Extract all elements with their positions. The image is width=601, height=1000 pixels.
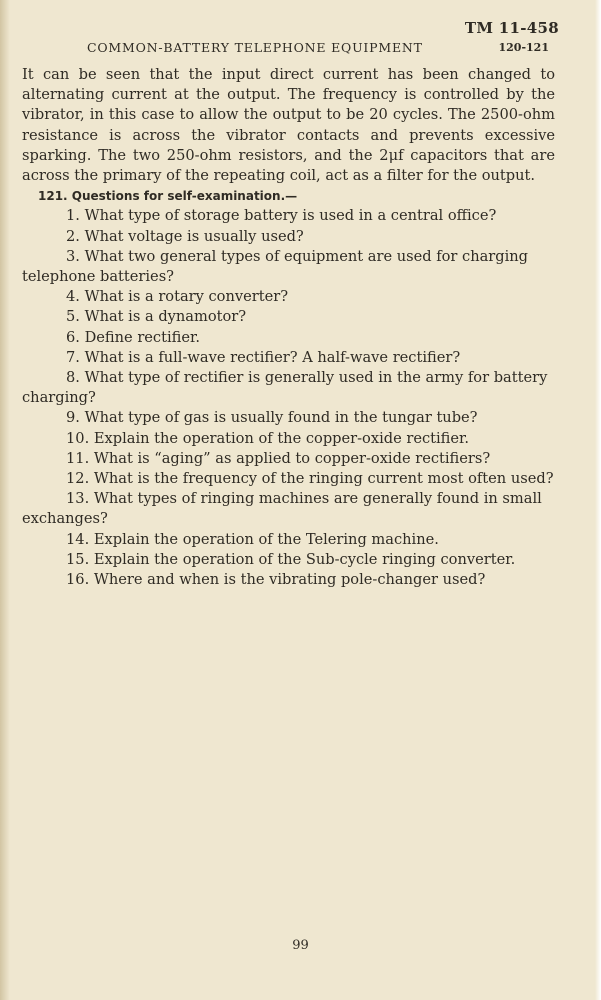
manual-code: TM 11-458 [464,19,559,37]
question-text: What is “aging” as applied to copper-oxide rectifiers? [93,449,491,467]
question-item [22,287,555,307]
question-text: Define rectifier. [84,328,201,346]
question-item [22,348,555,368]
question-item [22,469,555,489]
question-number: 14. [66,530,90,548]
page-spine-shadow [0,0,10,1000]
question-number: 12. [66,470,90,488]
question-number: 15. [66,550,90,568]
question-text: What is the frequency of the ringing current most often used? [93,470,554,488]
question-number: 4. [66,288,80,306]
question-number: 16. [66,571,90,589]
question-text: What type of gas is usually found in the tungar tube? [84,409,478,427]
question-text: What types of ringing machines are generally found in small exchanges? [22,490,542,528]
question-text: What type of storage battery is used in a central office? [84,207,497,225]
question-item [22,530,555,550]
question-text: What is a rotary converter? [84,288,289,306]
question-item [22,408,555,428]
question-text: Explain the operation of the Sub-cycle ringing converter. [93,550,516,568]
question-item [22,449,555,469]
question-item [22,489,555,529]
paragraph-range: 120-121 [498,41,549,54]
question-number: 5. [66,308,80,326]
question-text: What voltage is usually used? [84,227,304,245]
question-item [22,570,555,590]
page-body [22,65,555,590]
running-title: COMMON-BATTERY TELEPHONE EQUIPMENT [87,40,423,55]
question-text: What is a dynamotor? [84,308,247,326]
question-item [22,307,555,327]
page-edge [595,0,601,1000]
section-heading: 121. Questions for self-examination.— [38,189,298,204]
question-text: Where and when is the vibrating pole-changer used? [93,571,486,589]
question-number: 1. [66,207,80,225]
question-item [22,206,555,226]
question-text: What two general types of equipment are used for charging telephone batteries? [22,247,529,286]
intro-paragraph: It can be seen that the input direct current has been changed to alternating current at the output. The frequency is controlled by the vibrator, in this case to allow the output to be 20 cycles. The 2500-ohm resistance is across the vibrator contacts and prevents excessive sparking. The two 250-ohm resistors, and the 2μf capacitors that are across the primary of the repeating coil, act as a filter for the output. [22,66,555,185]
question-number: 11. [66,449,90,467]
question-number: 8. [66,369,80,387]
question-item [22,429,555,449]
question-list [22,206,555,590]
question-item [22,247,555,287]
question-item [22,227,555,247]
question-item [22,328,555,348]
question-item [22,368,555,408]
question-number: 10. [66,429,90,447]
question-number: 6. [66,328,80,346]
question-number: 3. [66,247,80,265]
question-text: Explain the operation of the Telering machine. [93,530,439,548]
question-text: Explain the operation of the copper-oxide rectifier. [93,429,470,447]
question-text: What is a full-wave rectifier? A half-wave rectifier? [84,348,461,366]
question-number: 9. [66,409,80,427]
question-text: What type of rectifier is generally used in the army for battery charging? [22,369,548,407]
question-number: 2. [66,227,80,245]
question-item [22,550,555,570]
question-number: 13. [66,490,90,508]
page-number: 99 [292,938,309,953]
question-number: 7. [66,348,80,366]
